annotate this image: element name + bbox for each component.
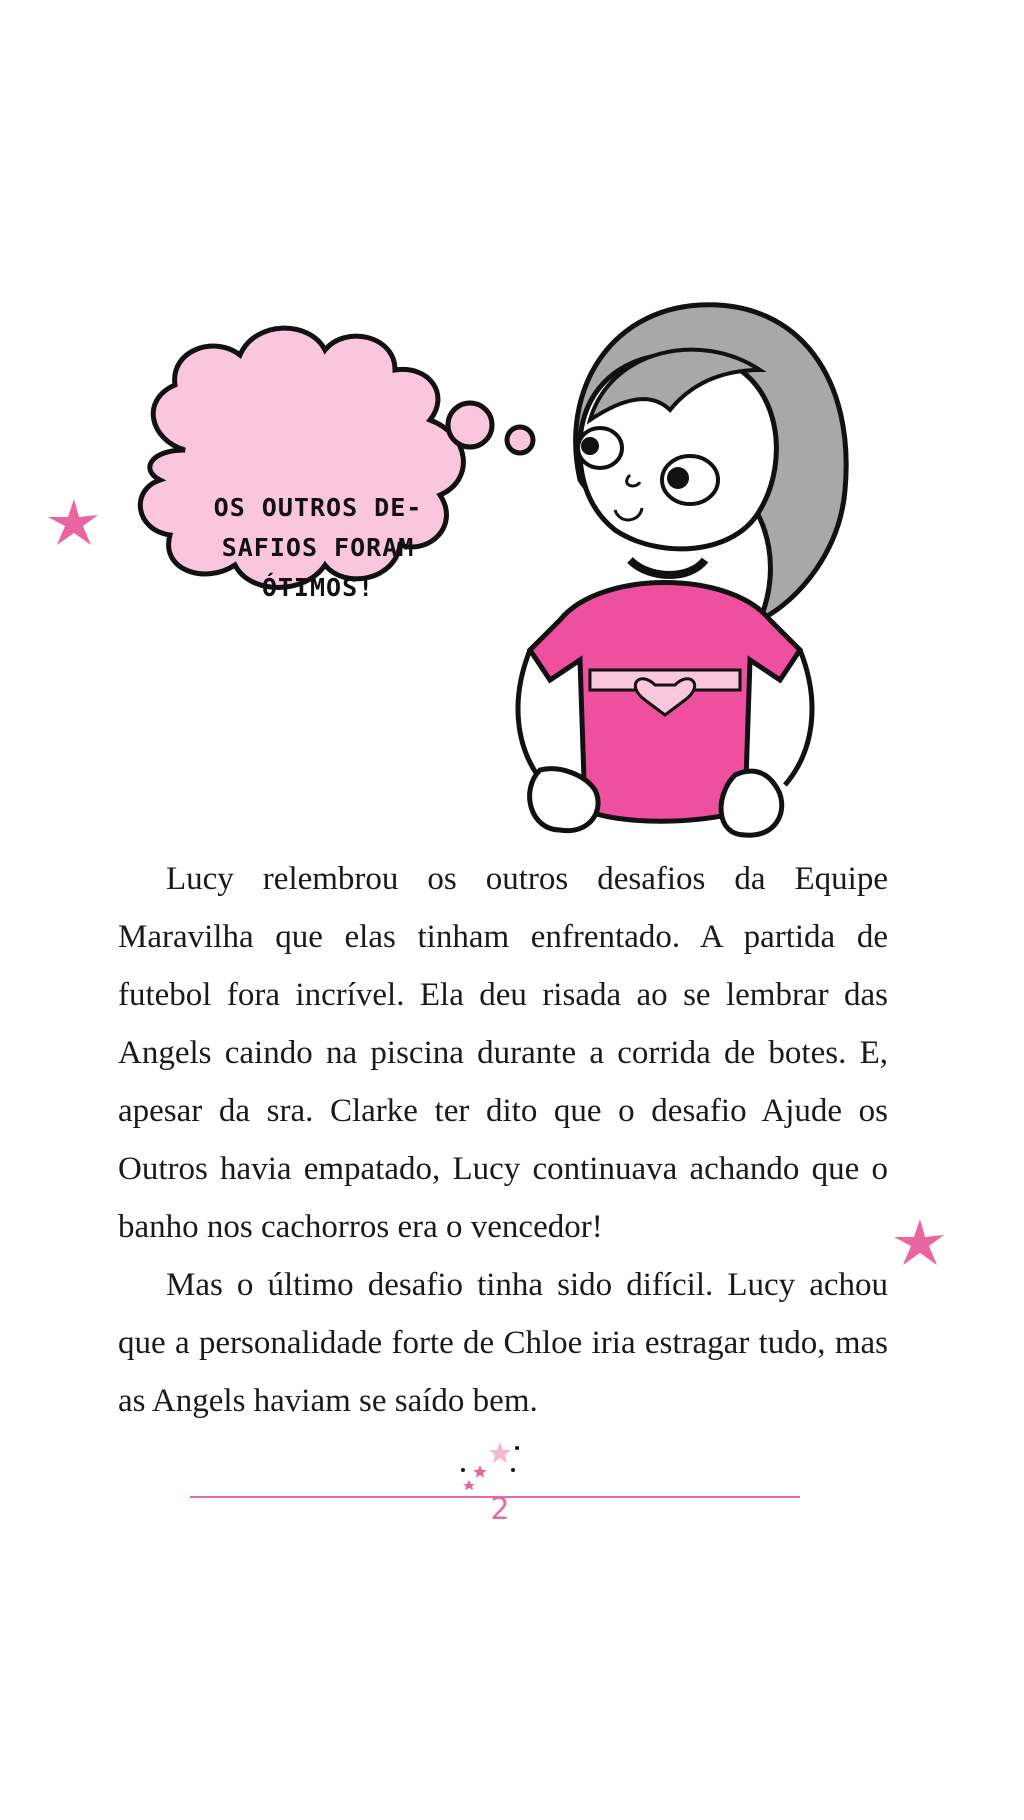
thought-line: OS OUTROS DE- — [213, 493, 423, 522]
thought-line: SAFIOS FORAM — [221, 533, 415, 562]
paragraph: Mas o último desafio tinha sido difícil. Lucy achou que a personalidade forte de Chloe iria estragar tudo, mas as Angels haviam se saído bem. — [118, 1267, 888, 1419]
paragraph: Lucy relembrou os outros desafios da Equipe Maravilha que elas tinham enfrentado. A partida de futebol fora incrível. Ela deu risada ao se lembrar das Angels caindo na piscina durante a corrida de botes. E, apesar da sra. Clarke ter dito que o desafio Ajude os Outros havia empatado, Lucy continuava achando que o banho nos cachorros era o vencedor! — [118, 861, 888, 1245]
page-number: 2 — [490, 1492, 510, 1527]
page-footer — [190, 1440, 800, 1540]
star-icon — [890, 1215, 946, 1271]
thought-line: ÓTIMOS! — [261, 573, 375, 602]
story-body — [118, 850, 888, 1430]
thought-bubble-text — [148, 488, 488, 608]
sparkles-icon — [455, 1440, 535, 1500]
